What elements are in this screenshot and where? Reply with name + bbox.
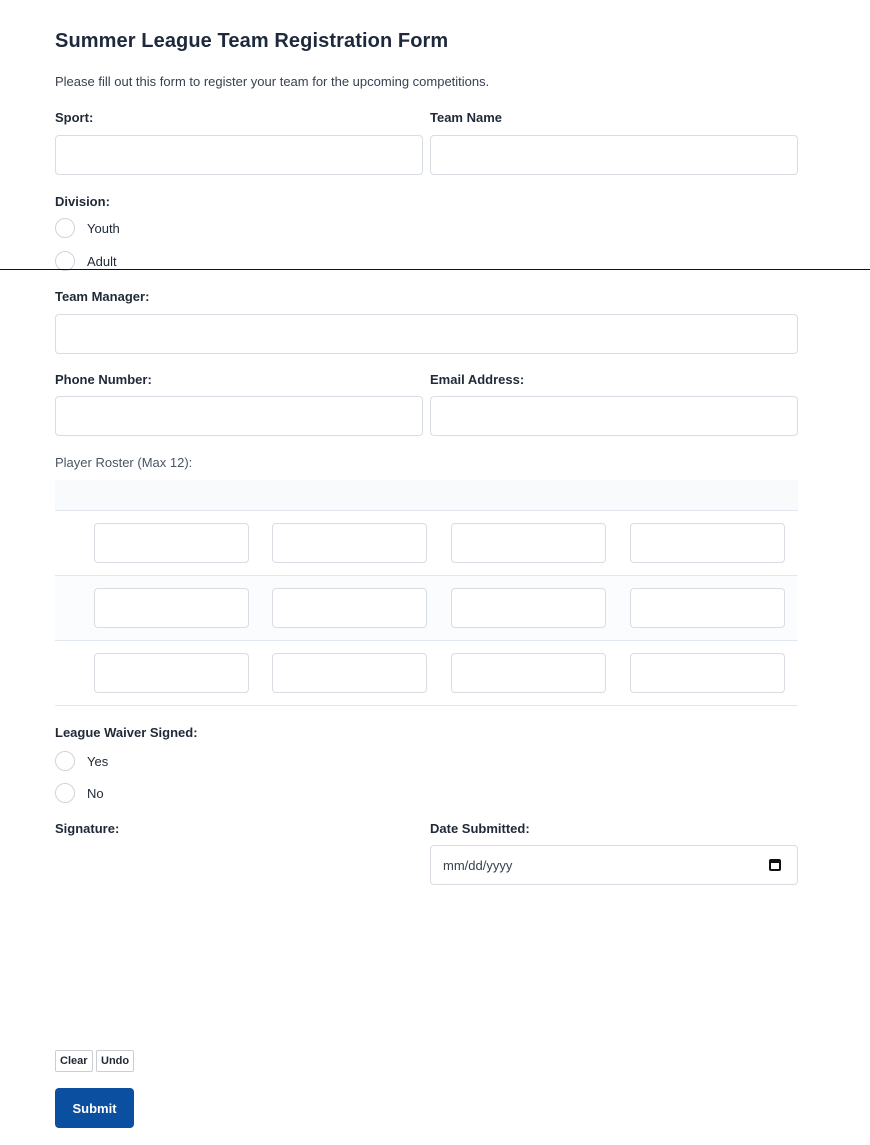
- team-name-label: Team Name: [430, 110, 503, 125]
- sport-input[interactable]: [55, 135, 423, 175]
- division-label: Division:: [55, 194, 110, 209]
- roster-cell-input[interactable]: [451, 653, 606, 693]
- date-label: Date Submitted:: [430, 821, 530, 836]
- table-row: [55, 511, 798, 576]
- division-adult-radio[interactable]: [55, 251, 75, 271]
- division-youth-label: Youth: [87, 221, 120, 236]
- roster-cell-input[interactable]: [451, 523, 606, 563]
- phone-input[interactable]: [55, 396, 423, 436]
- email-input[interactable]: [430, 396, 798, 436]
- roster-cell-input[interactable]: [272, 523, 427, 563]
- roster-table-header: [55, 480, 798, 511]
- waiver-no-radio[interactable]: [55, 783, 75, 803]
- clear-button[interactable]: Clear: [55, 1050, 93, 1072]
- waiver-yes-radio[interactable]: [55, 751, 75, 771]
- signature-label: Signature:: [55, 821, 120, 836]
- submit-button[interactable]: Submit: [55, 1088, 134, 1128]
- waiver-yes-label: Yes: [87, 754, 109, 769]
- email-label: Email Address:: [430, 372, 525, 387]
- waiver-no-label: No: [87, 786, 104, 801]
- form-subtitle: Please fill out this form to register your team for the upcoming competitions.: [55, 74, 490, 89]
- roster-cell-input[interactable]: [272, 588, 427, 628]
- roster-cell-input[interactable]: [630, 523, 785, 563]
- roster-cell-input[interactable]: [94, 523, 249, 563]
- date-placeholder: mm/dd/yyyy: [443, 858, 513, 873]
- team-manager-label: Team Manager:: [55, 289, 150, 304]
- date-input[interactable]: [430, 845, 798, 885]
- roster-label: Player Roster (Max 12):: [55, 455, 193, 470]
- calendar-icon[interactable]: [769, 859, 781, 871]
- phone-label: Phone Number:: [55, 372, 152, 387]
- roster-cell-input[interactable]: [94, 588, 249, 628]
- roster-cell-input[interactable]: [451, 588, 606, 628]
- roster-cell-input[interactable]: [94, 653, 249, 693]
- roster-cell-input[interactable]: [630, 588, 785, 628]
- form-title: Summer League Team Registration Form: [55, 30, 449, 52]
- division-youth-radio[interactable]: [55, 218, 75, 238]
- undo-button[interactable]: Undo: [96, 1050, 134, 1072]
- division-adult-label: Adult: [87, 254, 117, 269]
- sport-label: Sport:: [55, 110, 94, 125]
- section-divider: [0, 269, 870, 270]
- team-name-input[interactable]: [430, 135, 798, 175]
- waiver-label: League Waiver Signed:: [55, 725, 198, 740]
- roster-cell-input[interactable]: [630, 653, 785, 693]
- table-row: [55, 576, 798, 641]
- roster-cell-input[interactable]: [272, 653, 427, 693]
- team-manager-input[interactable]: [55, 314, 798, 354]
- signature-pad[interactable]: [55, 845, 423, 1035]
- table-row: [55, 641, 798, 706]
